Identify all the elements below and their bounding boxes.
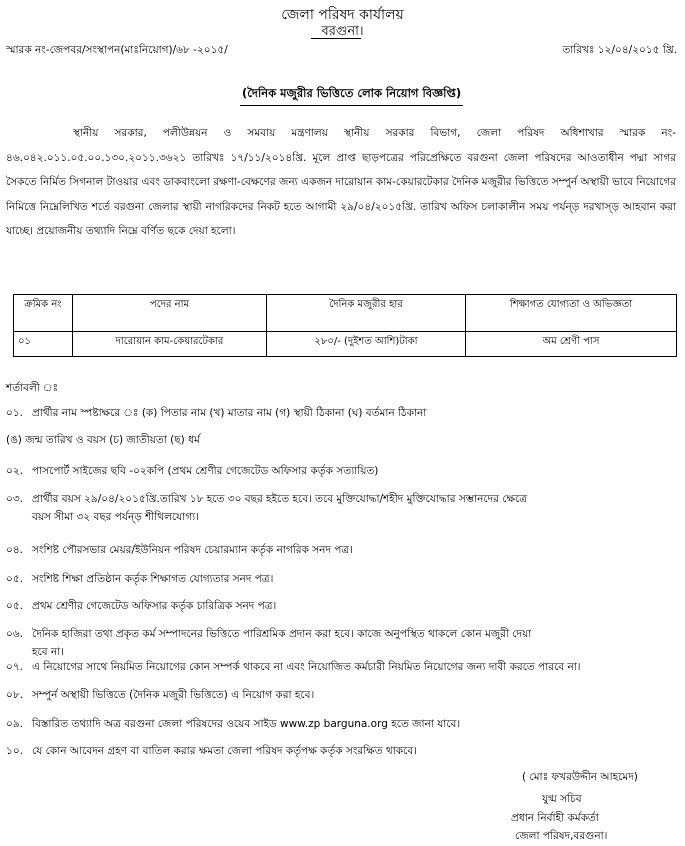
condition-number: ০৪. xyxy=(6,544,23,556)
condition-number: ০১. xyxy=(6,407,23,419)
condition-text: সংশিষ্ট শিক্ষা প্রতিষ্ঠান কর্তৃক শিক্ষাগত যোগ্যতার সনদ পত্র। xyxy=(32,573,274,585)
condition-number: ০৭. xyxy=(6,661,23,673)
body-paragraph xyxy=(6,121,676,244)
table-header-qualification: শিক্ষাগত যোগ্যতা ও অভিজ্ঞতা xyxy=(466,295,677,332)
conditions-heading: শর্তাবলী ঃ xyxy=(6,382,59,394)
condition-text: প্রথম শ্রেণীর গেজেটেড অফিসার কর্তৃক চারিত্রিক সনদ পত্র। xyxy=(32,600,277,612)
condition-item xyxy=(6,570,676,588)
condition-number: ০৫. xyxy=(6,573,23,585)
condition-text: দৈনিক হাজিরা তথা প্রকৃত কর্ম সম্পাদনের ভিত্তিতে পারিশ্রমিক প্রদান করা হবে। কাজে অনুপস্থিত থাকলে কোন মজুরী দেয়া xyxy=(32,628,532,640)
table-header-post: পদের নাম xyxy=(73,295,267,332)
office-place: বরগুনা। xyxy=(321,24,364,39)
condition-number: ০৬. xyxy=(6,628,23,640)
condition-text: প্রার্থীর বয়স ২৯/০৪/২০১৫খ্রি.তারিখ ১৮ হতে ৩০ বছর হইতে হবে। তবে মুক্তিযোদ্ধা/শহীদ মুক্তিযোদ্ধার সম্ভানদের ক্ষেত্রে xyxy=(32,493,527,505)
notice-title: (দৈনিক মজুরীর ভিত্তিতে লোক নিয়োগ বিজ্ঞপ্তি) xyxy=(240,85,463,106)
condition-item xyxy=(6,462,676,480)
place-underline xyxy=(311,38,361,39)
condition-item xyxy=(6,597,676,615)
condition-text: সংশিষ্ট পৌরসভার মেয়র/ইউনিয়ন পরিষদ চেয়ারম্যান কর্তৃক নাগরিক সনদ পত্র। xyxy=(32,544,353,556)
table-row xyxy=(14,332,677,357)
signature-designation: যুগ্ম সচিব xyxy=(542,793,582,805)
signature-office: জেলা পরিষদ,বরগুনা। xyxy=(515,830,608,842)
table-cell-post: দারোয়ান কাম-কেয়ারটেকার xyxy=(73,332,267,357)
posts-table xyxy=(13,294,677,357)
condition-text: পাসপোর্ট সাইজের ছবি -০২কপি (প্রথম শ্রেণীর গেজেটেড অফিসার কর্তৃক সত্যায়িত) xyxy=(32,465,379,477)
condition-text: এ নিয়োগের সাথে নিয়মিত নিয়োগের কোন সম্পর্ক থাকবে না এবং নিয়োজিত কর্মচারী নিয়মিত নিয়োগের জন্য দাবী করতে পারবে না। xyxy=(32,661,581,673)
condition-item xyxy=(6,658,676,676)
signature-name: ( মোঃ ফখরউদ্দীন আহমেদ) xyxy=(522,771,638,783)
memo-date: তারিখঃ ১২/০৪/২০১৫ খ্রি. xyxy=(562,44,677,56)
condition-text: যে কোন আবেদন গ্রহণ বা বাতিল করার ক্ষমতা জেলা পরিষদ কর্তৃপক্ষ কর্তৃক সংরক্ষিত থাকবে। xyxy=(32,745,417,757)
condition-item xyxy=(6,541,676,559)
condition-text: সম্পুর্ন অস্থায়ী ভিত্তিতে (দৈনিক মজুরী ভিত্তিতে) এ নিয়োগ করা হবে। xyxy=(32,689,315,701)
condition-item xyxy=(6,686,676,704)
condition-text: প্রার্থীর নাম স্পষ্টাক্ষরে ঃ (ক) পিতার নাম (খ) মাতার নাম (গ) স্থায়ী ঠিকানা (ঘ) বর্তমান ঠিকানা xyxy=(32,407,427,419)
condition-item xyxy=(6,742,676,760)
condition-number: ০২. xyxy=(6,465,23,477)
condition-text: বিস্তারিত তথ্যাদি অত্র বরগুনা জেলা পরিষদের ওয়েব সাইড www.zp barguna.org হতে জানা যাবে। xyxy=(32,718,461,730)
condition-item xyxy=(6,404,676,422)
condition-number: ০৩. xyxy=(6,493,23,505)
table-header-serial: ক্রমিক নং xyxy=(14,295,73,332)
memo-number: স্মারক নং-জেপবর/সংস্থাপন(মাঃনিয়োগ)/৬৮ -২০১৫/ xyxy=(6,44,228,56)
table-cell-serial: ০১ xyxy=(14,332,73,357)
condition-item xyxy=(6,715,676,733)
office-title: জেলা পরিষদ কার্যালয় xyxy=(281,7,404,23)
table-cell-qualification: অম শ্রেণী পাস xyxy=(466,332,677,357)
condition-number: ০৮. xyxy=(6,689,23,701)
signature-role: প্রধান নির্বাহী কর্মকর্তা xyxy=(511,812,599,824)
condition-number: ১০. xyxy=(6,745,23,757)
condition-number: ০৯. xyxy=(6,718,23,730)
condition-continuation: হবে না। xyxy=(32,646,64,658)
condition-item xyxy=(6,625,676,661)
condition-number: ০৫. xyxy=(6,600,23,612)
condition-text: (ঙ) জন্ম তারিখ ও বয়স (চ) জাতীয়তা (ছ) ধর্ম xyxy=(6,434,200,446)
condition-item xyxy=(6,490,676,526)
table-header-wage: দৈনিক মজুরীর হার xyxy=(267,295,466,332)
condition-continuation: বয়স সীমা ৩২ বছর পর্যন্ড় শীথিলযোগ্য। xyxy=(32,511,199,523)
table-header-row xyxy=(14,295,677,332)
condition-item xyxy=(6,431,676,449)
table-cell-wage: ২৮০/- (দুইশত আশি)টাকা xyxy=(267,332,466,357)
body-text: স্থানীয় সরকার, পলীউন্নয়ন ও সমবায় মন্ত্রণালয় স্থানীয় সরকার বিভাগ, জেলা পরিষদ অধিশাখার স্মারক নং- ৪৬.০৪২.০১১.০৫.০০.১৩০.২০১১.৩৬২১ তারিখঃ ১৭/১১/২০১৪খ্রি. মূলে প্রাপ্ত ছাড়পত্রের পরিপ্রেক্ষিতে বরগুনা জেলা পরিষদের আওতাধীন পদ্মা সাগর সৈকতে নির্মিত সিগনাল টাওয়ার এবং ডাকবাংলো রক্ষণা-বেক্ষণের জন্য একজন দারোয়ান কাম-কেয়ারটেকার দৈনিক মজুরীর ভিত্তিতে সম্পুর্ন অস্থায়ী ভাবে নিয়োগের নিমিত্তে নিম্নেলিখিত শর্তে বরগুনা জেলার স্থায়ী নাগরিকদের নিকট হতে আগামী ২৯/০৪/২০১৫খ্রি. তারিখ অফিস চলাকালীন সময় পর্যন্ড় দরখাস্ড় আহবান করা যাচ্ছে। প্রয়োজনীয় তথ্যাদি নিম্নে বর্ণিত ছকে দেয়া হলো। xyxy=(6,127,676,238)
